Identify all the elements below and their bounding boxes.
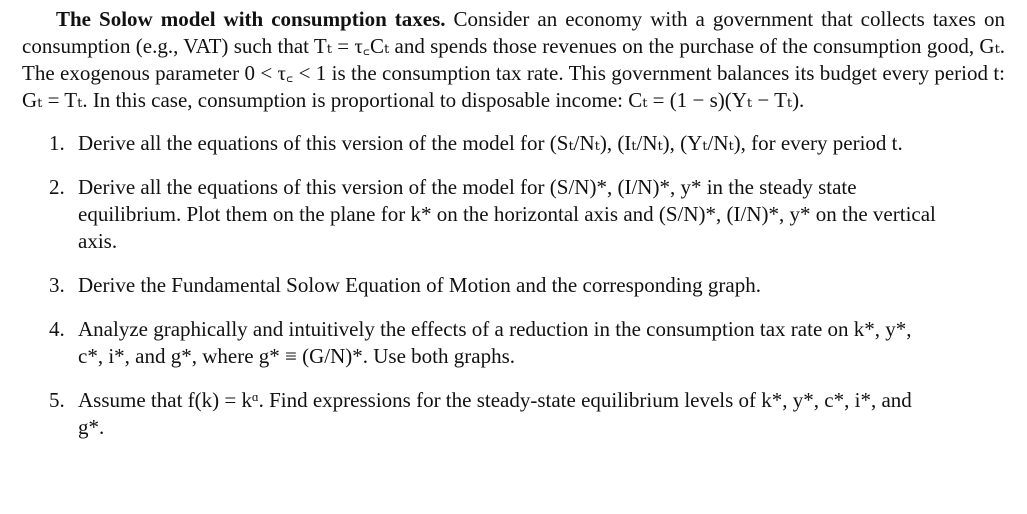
question-number: 1. (49, 131, 65, 155)
question-text: Derive the Fundamental Solow Equation of Motion and the corresponding graph. (78, 273, 761, 297)
question-item (22, 387, 1005, 441)
question-number: 3. (49, 273, 65, 297)
question-number: 2. (49, 175, 65, 199)
intro-paragraph (22, 6, 1005, 114)
question-number: 5. (49, 388, 65, 412)
question-item (22, 272, 1005, 299)
question-number: 4. (49, 317, 65, 341)
question-text: Derive all the equations of this version of the model for (Sₜ/Nₜ), (Iₜ/Nₜ), (Yₜ/Nₜ), for every period t. (78, 131, 903, 155)
question-text: Analyze graphically and intuitively the effects of a reduction in the consumption tax rate on k*, y*, c*, i*, and g*, where g* ≡ (G/N)*. Use both graphs. (78, 317, 912, 368)
question-text: Assume that f(k) = kᵅ. Find expressions for the steady-state equilibrium levels of k*, y*, c*, i*, and g*. (78, 388, 912, 439)
question-item (22, 316, 1005, 370)
intro-text: Consider an economy with a government that collects taxes on consumption (e.g., VAT) such that Tₜ = τ꜀Cₜ and spends those revenues on the purchase of the consumption good, Gₜ. The exogenous parameter 0 < τ꜀ < 1 is the consumption tax rate. This government balances its budget every period t: Gₜ = Tₜ. In this case, consumption is proportional to disposable income: Cₜ = (1 − s)(Yₜ − Tₜ). (22, 7, 1005, 112)
question-text: Derive all the equations of this version of the model for (S/N)*, (I/N)*, y* in the steady state equilibrium. Plot them on the plane for k* on the horizontal axis and (S/N)*, (I/N)*, y* on the vertical axis. (78, 175, 936, 253)
section-title: The Solow model with consumption taxes. (56, 7, 446, 31)
question-list (22, 130, 1005, 441)
question-item (22, 174, 1005, 255)
question-item (22, 130, 1005, 157)
